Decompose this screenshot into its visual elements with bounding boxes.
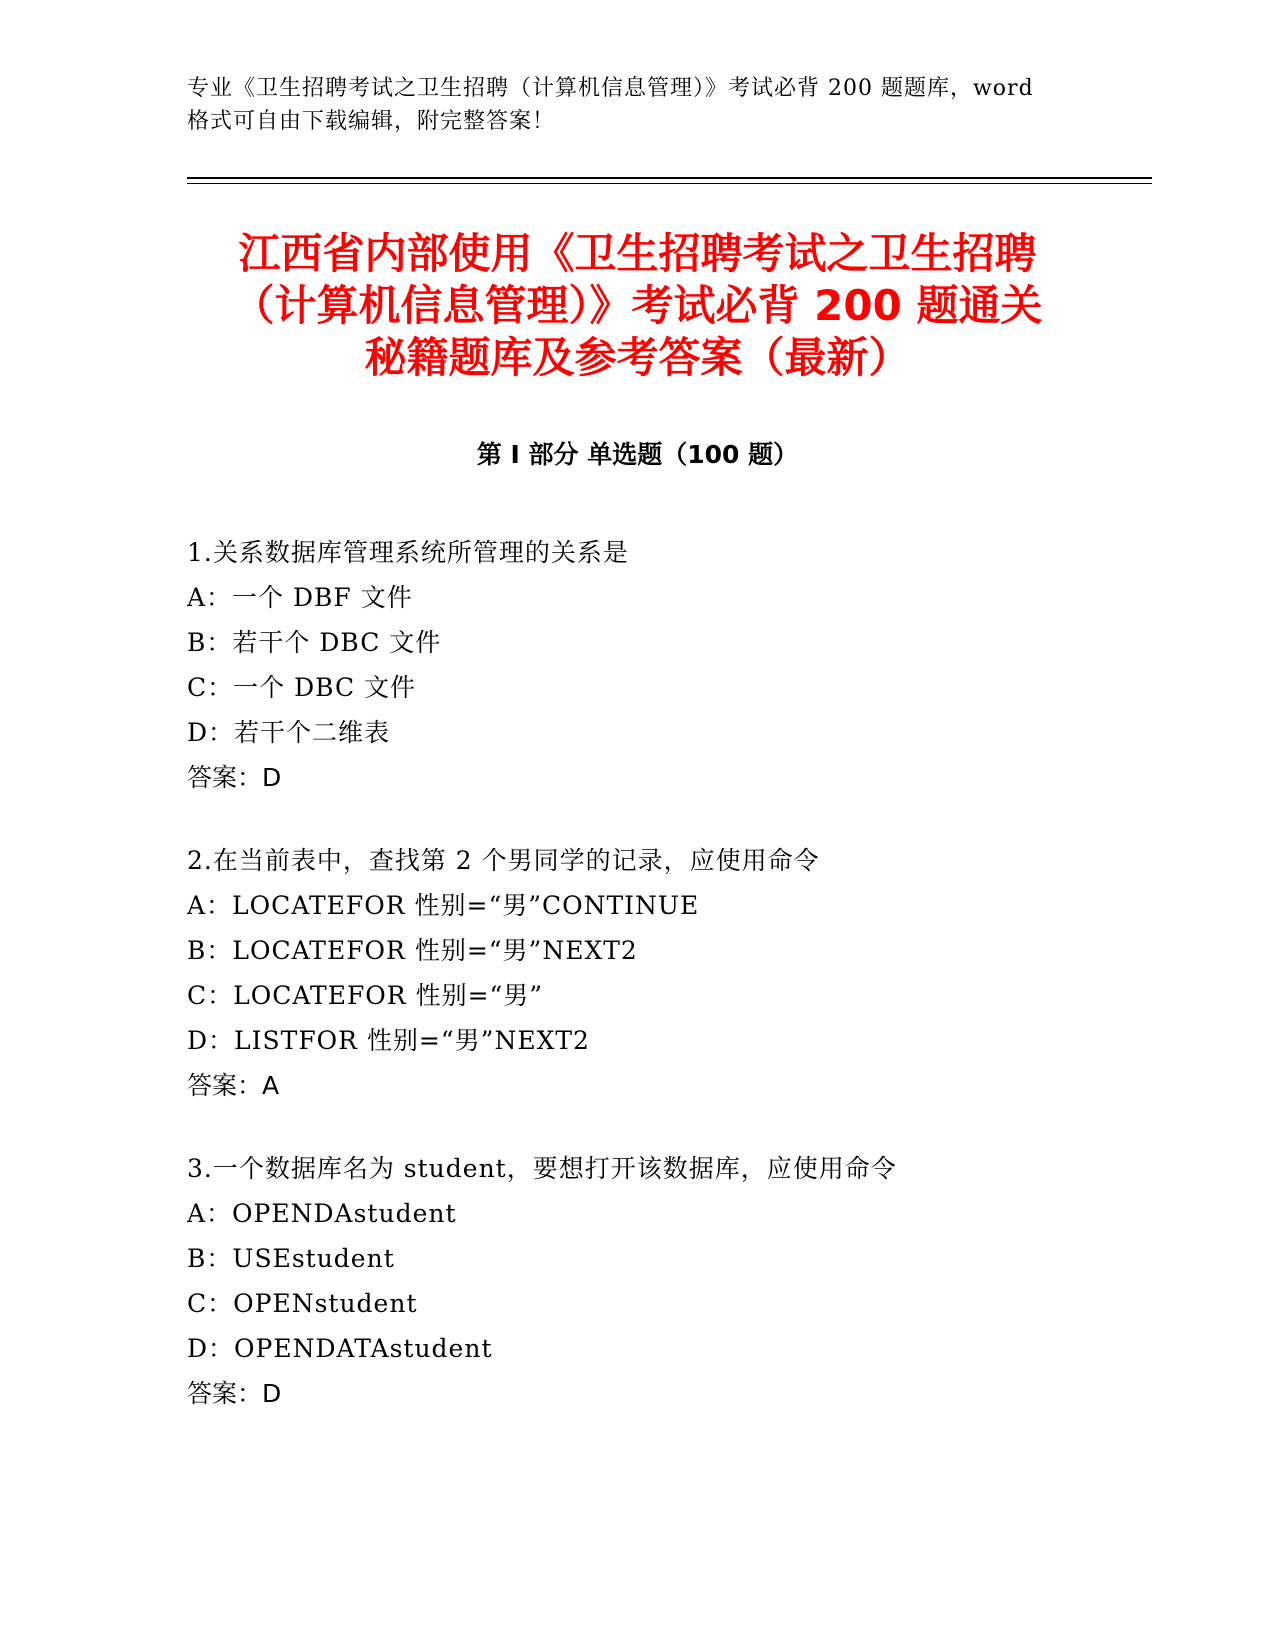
option-c: C：LOCATEFOR 性别=“男” — [187, 981, 544, 1010]
document-title-line-1: 江西省内部使用《卫生招聘考试之卫生招聘 — [238, 229, 1037, 278]
answer-line: 答案：D — [187, 1379, 282, 1408]
question-3 — [187, 1146, 1187, 1416]
document-title-line-3: 秘籍题库及参考答案（最新） — [364, 333, 911, 382]
question-2 — [187, 838, 1187, 1108]
option-b: B：若干个 DBC 文件 — [187, 628, 442, 657]
header-divider-thin — [187, 183, 1152, 184]
question-stem: 2.在当前表中，查找第 2 个男同学的记录，应使用命令 — [187, 846, 820, 875]
option-d: D：OPENDATAstudent — [187, 1334, 493, 1363]
document-title — [160, 228, 1115, 384]
question-stem: 3.一个数据库名为 student，要想打开该数据库，应使用命令 — [187, 1154, 897, 1183]
answer-line: 答案：A — [187, 1071, 280, 1100]
section-heading: 第 I 部分 单选题（100 题） — [476, 440, 799, 469]
option-a: A：一个 DBF 文件 — [187, 583, 413, 612]
option-c: C：OPENstudent — [187, 1289, 418, 1318]
answer-line: 答案：D — [187, 763, 282, 792]
question-list — [187, 530, 1187, 1454]
question-stem: 1.关系数据库管理系统所管理的关系是 — [187, 538, 629, 567]
header-note — [187, 72, 1087, 138]
option-a: A：LOCATEFOR 性别=“男”CONTINUE — [187, 891, 700, 920]
option-d: D：LISTFOR 性别=“男”NEXT2 — [187, 1026, 590, 1055]
option-b: B：LOCATEFOR 性别=“男”NEXT2 — [187, 936, 638, 965]
option-b: B：USEstudent — [187, 1244, 395, 1273]
header-note-line-2: 格式可自由下载编辑，附完整答案！ — [187, 109, 556, 134]
header-note-line-1: 专业《卫生招聘考试之卫生招聘（计算机信息管理）》考试必背 200 题题库，word — [187, 76, 1034, 101]
option-a: A：OPENDAstudent — [187, 1199, 457, 1228]
header-divider-thick — [187, 177, 1152, 179]
option-c: C：一个 DBC 文件 — [187, 673, 417, 702]
document-title-line-2: （计算机信息管理）》考试必背 200 题通关 — [232, 281, 1043, 330]
question-1 — [187, 530, 1187, 800]
option-d: D：若干个二维表 — [187, 718, 391, 747]
